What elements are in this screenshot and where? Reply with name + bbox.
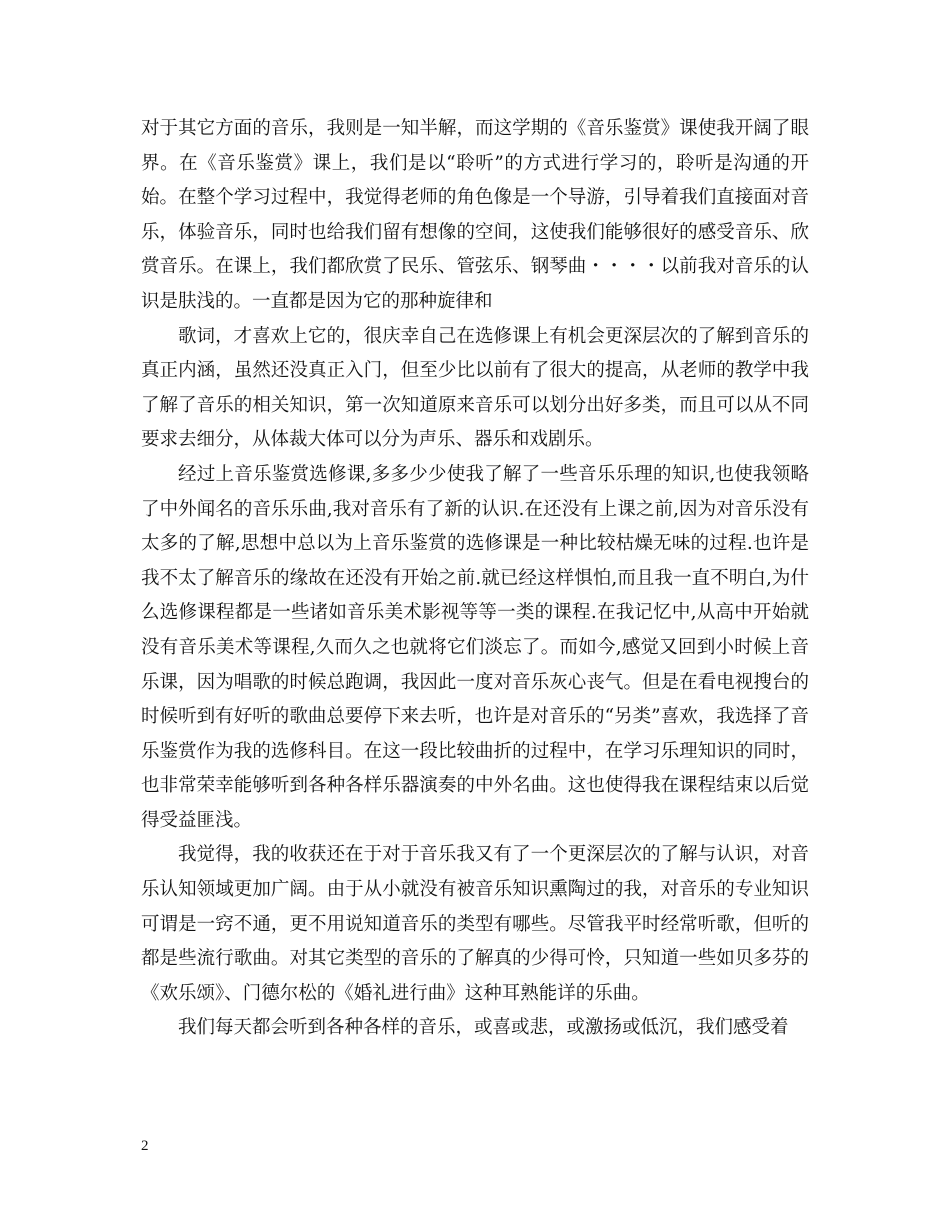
paragraph-3: 经过上音乐鉴赏选修课,多多少少使我了解了一些音乐乐理的知识,也使我领略了中外闻名的音乐乐曲,我对音乐有了新的认识.在还没有上课之前,因为对音乐没有太多的了解,思想中总以为上音乐鉴赏的选修课是一种比较枯燥无味的过程.也许是我不太了解音乐的缘故在还没有开始之前.就已经这样惧怕,而且我一直不明白,为什么选修课程都是一些诸如音乐美术影视等等一类的课程.在我记忆中,从高中开始就没有音乐美术等课程,久而久之也就将它们淡忘了。而如今,感觉又回到小时候上音乐课，因为唱歌的时候总跑调，我因此一度对音乐灰心丧气。但是在看电视搜台的时候听到有好听的歌曲总要停下来去听，也许是对音乐的“另类”喜欢，我选择了音乐鉴赏作为我的选修科目。在这一段比较曲折的过程中，在学习乐理知识的同时，也非常荣幸能够听到各种各样乐器演奏的中外名曲。这也使得我在课程结束以后觉得受益匪浅。 <box>141 463 809 831</box>
paragraph-4: 我觉得，我的收获还在于对于音乐我又有了一个更深层次的了解与认识，对音乐认知领域更加广阔。由于从小就没有被音乐知识熏陶过的我，对音乐的专业知识可谓是一窍不通，更不用说知道音乐的类型有哪些。尽管我平时经常听歌，但听的都是些流行歌曲。对其它类型的音乐的了解真的少得可怜，只知道一些如贝多芬的《欢乐颂》、门德尔松的《婚礼进行曲》这种耳熟能详的乐曲。 <box>141 844 809 1004</box>
paragraph-1: 对于其它方面的音乐，我则是一知半解，而这学期的《音乐鉴赏》课使我开阔了眼界。在《音乐鉴赏》课上，我们是以“聆听”的方式进行学习的，聆听是沟通的开始。在整个学习过程中，我觉得老师的角色像是一个导游，引导着我们直接面对音乐，体验音乐，同时也给我们留有想像的空间，这使我们能够很好的感受音乐、欣赏音乐。在课上，我们都欣赏了民乐、管弦乐、钢琴曲・・・・以前我对音乐的认识是肤浅的。一直都是因为它的那种旋律和 <box>141 118 809 312</box>
paragraph-2: 歌词，才喜欢上它的，很庆幸自己在选修课上有机会更深层次的了解到音乐的真正内涵，虽然还没真正入门，但至少比以前有了很大的提高，从老师的教学中我了解了音乐的相关知识，第一次知道原来音乐可以划分出好多类，而且可以从不同要求去细分，从体裁大体可以分为声乐、器乐和戏剧乐。 <box>141 325 809 451</box>
paragraph-5: 我们每天都会听到各种各样的音乐，或喜或悲，或激扬或低沉，我们感受着 <box>178 1017 789 1039</box>
page-number: 2 <box>141 1138 149 1154</box>
body-text <box>141 112 809 1046</box>
